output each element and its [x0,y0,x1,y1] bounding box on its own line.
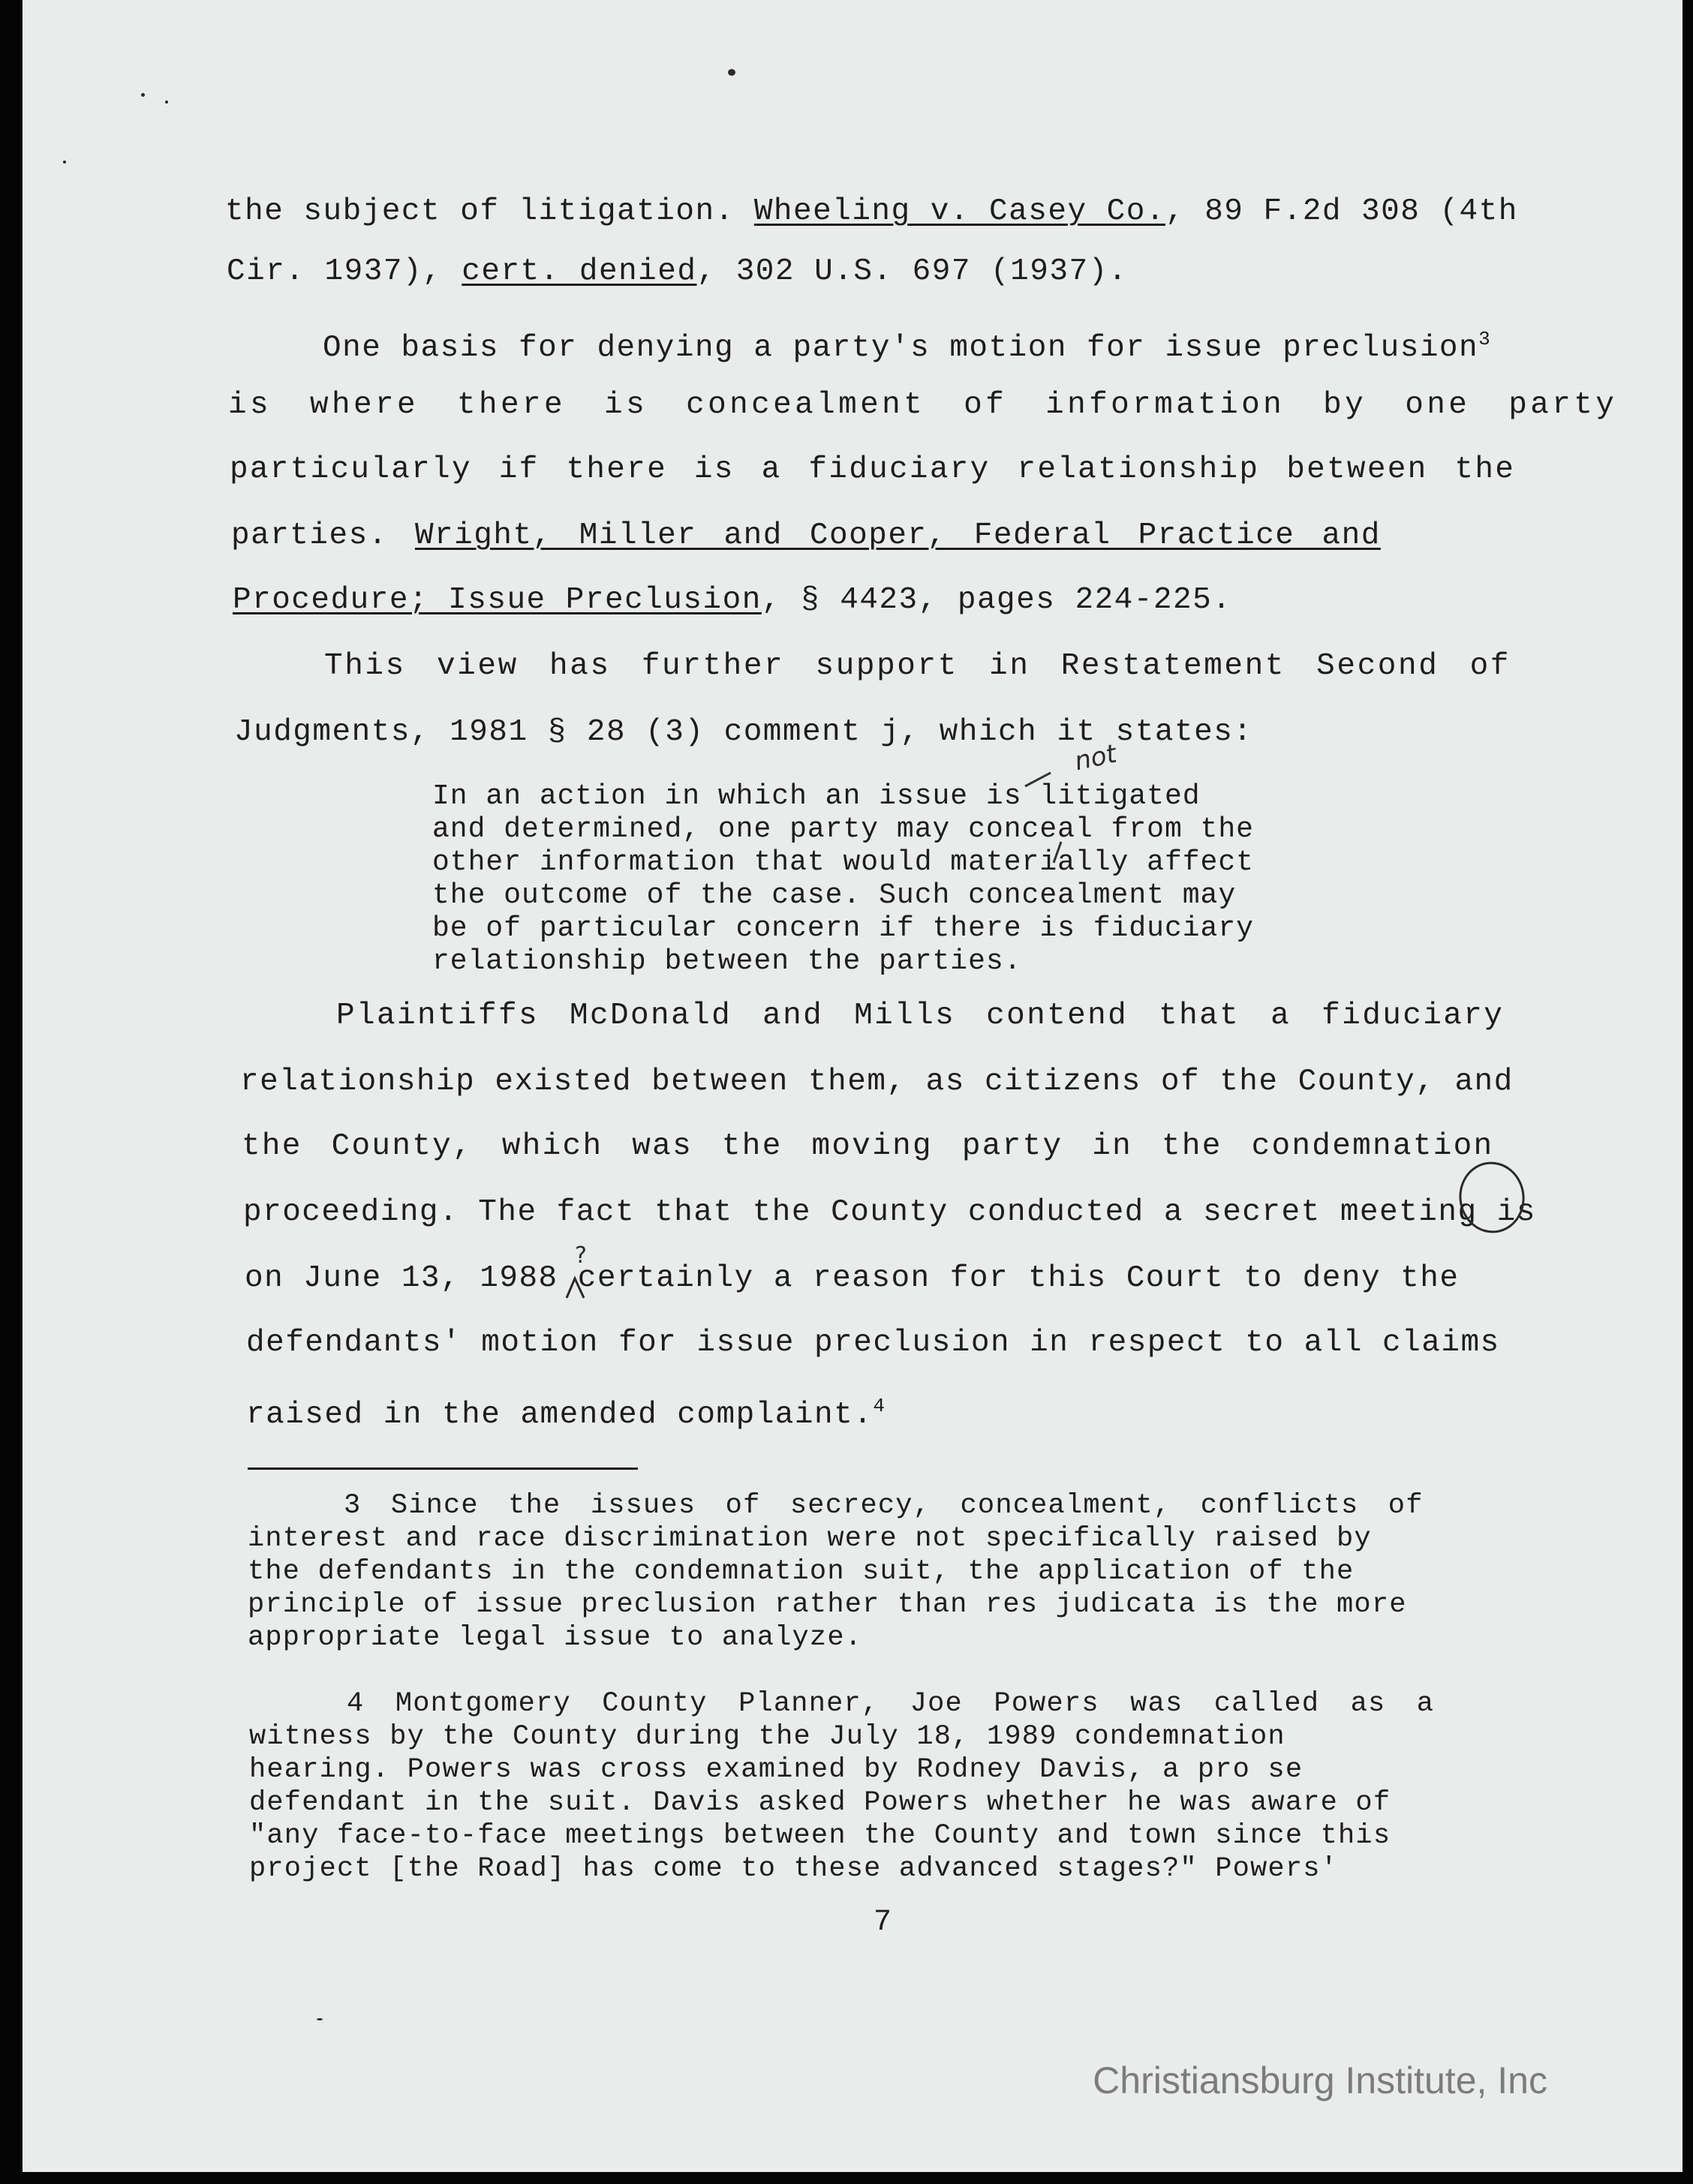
footnote-line: "any face-to-face meetings between the County and town since this [249,1820,1391,1852]
footnote-line: appropriate legal issue to analyze. [248,1622,863,1654]
handwritten-insert-not: not [1072,738,1120,777]
body-line: the County, which was the moving party in the condemnation [242,1129,1494,1164]
scan-speck [141,93,145,97]
footnote-line: project [the Road] has come to these advanced stages?" Powers' [249,1853,1339,1885]
watermark-text: Christiansburg Institute, Inc [1093,2059,1547,2101]
body-line: defendants' motion for issue preclusion in respect to all claims [246,1326,1500,1360]
scan-speck [728,69,735,76]
body-line: raised in the amended complaint.$^4$ [246,1395,886,1432]
footnote-ref: 3 [1478,328,1492,350]
case-citation: Wheeling v. Casey Co. [753,194,1165,229]
block-quote-line: and determined, one party may conceal from the [432,813,1254,846]
footnote-separator [248,1468,638,1470]
scan-speck [165,101,168,104]
case-citation: cert. denied [462,254,697,289]
body-line: One basis for denying a party's motion for issue preclusion$^3$ [323,328,1492,365]
body-line: on June 13, 1988 certainly a reason for this Court to deny the [245,1261,1460,1296]
body-line: proceeding. The fact that the County conducted a secret meeting is [243,1195,1536,1230]
block-quote-line: relationship between the parties. [432,945,1022,978]
body-line: is where there is concealment of information by one party [228,388,1618,422]
block-quote-line: other information that would materially affect [432,846,1254,879]
handwritten-caret-mark [1021,753,1088,866]
footnote-number: 4 [347,1688,365,1720]
body-line: This view has further support in Restatement Second of [324,649,1511,683]
block-quote-line: the outcome of the case. Such concealment may [432,879,1237,912]
treatise-citation: Procedure; Issue Preclusion [233,583,762,617]
body-line: relationship existed between them, as citizens of the County, and [240,1065,1514,1099]
footnote-line: 4 Montgomery County Planner, Joe Powers was called as a [347,1688,1435,1720]
footnote-line: witness by the County during the July 18, 1989 condemnation [249,1721,1286,1753]
block-quote-line: be of particular concern if there is fiduciary [432,912,1254,945]
footnote-line: 3 Since the issues of secrecy, concealment, conflicts of [344,1490,1424,1522]
handwritten-caret [564,1275,587,1301]
body-line: Plaintiffs McDonald and Mills contend that a fiduciary [336,999,1505,1033]
circled-word: is [1496,1195,1536,1230]
body-line: particularly if there is a fiduciary relationship between the [230,452,1516,487]
footnote-line: interest and race discrimination were not specifically raised by [248,1523,1372,1555]
page-number: 7 [874,1906,892,1939]
body-line: the subject of litigation. Wheeling v. Casey Co., 89 F.2d 308 (4th [225,194,1518,229]
block-quote-line: In an action in which an issue is litigated [432,780,1201,813]
handwritten-circle [1448,1154,1538,1238]
footnote-line: hearing. Powers was cross examined by Rodney Davis, a pro se [249,1754,1304,1786]
footnote-line: defendant in the suit. Davis asked Powers whether he was aware of [249,1787,1391,1819]
footnote-line: principle of issue preclusion rather than res judicata is the more [248,1589,1407,1621]
body-line: Cir. 1937), cert. denied, 302 U.S. 697 (1937). [227,254,1128,289]
body-line: parties. Wright, Miller and Cooper, Federal Practice and [231,518,1381,553]
body-line: Judgments, 1981 § 28 (3) comment j, which it states: [234,715,1253,750]
body-line: Procedure; Issue Preclusion, § 4423, pages 224-225. [233,583,1232,617]
document-page [23,0,1682,2172]
scan-speck [63,161,66,164]
footnote-number: 3 [344,1490,362,1522]
scan-speck [317,2018,323,2020]
footnote-ref: 4 [873,1395,886,1417]
handwritten-question-mark: ? [575,1242,587,1269]
footnote-line: the defendants in the condemnation suit, the application of the [248,1556,1355,1588]
treatise-citation: Wright, Miller and Cooper, Federal Practice and [414,518,1381,553]
